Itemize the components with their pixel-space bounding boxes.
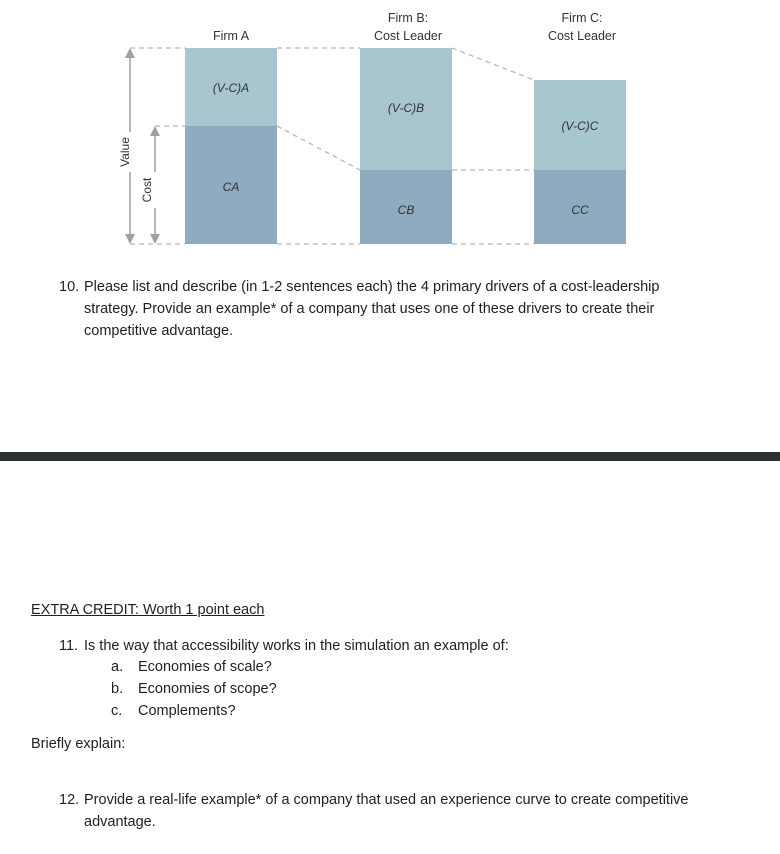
question-10 (59, 276, 759, 346)
firm-b-title-line2: Cost Leader (373, 29, 443, 43)
firm-c-title-line2: Cost Leader (547, 29, 617, 43)
firm-c-vc-label: (V-C)C (561, 119, 599, 133)
question-number: 11. (59, 638, 79, 654)
question-line: competitive advantage. (84, 323, 234, 339)
option-text: Economies of scale? (138, 659, 272, 675)
firm-a-title: Firm A (212, 29, 250, 43)
question-text: Is the way that accessibility works in the simulation an example of: (84, 638, 509, 654)
question-number: 10. (59, 279, 80, 295)
question-line: strategy. Provide an example* of a company that uses one of these drivers to create their (84, 301, 655, 317)
firm-b-cost-label: CB (397, 203, 415, 217)
question-line: Provide a real-life example* of a company that used an experience curve to create competitive (84, 792, 689, 808)
option-text: Complements? (138, 703, 236, 719)
firm-a-cost-label: CA (222, 180, 240, 194)
cost-axis-label: Cost (140, 177, 155, 203)
option-letter: a. (111, 659, 124, 675)
question-12 (59, 789, 769, 835)
extra-credit-heading: EXTRA CREDIT: Worth 1 point each (31, 602, 265, 618)
option-text: Economies of scope? (138, 681, 277, 697)
question-line: advantage. (84, 814, 156, 830)
option-letter: b. (111, 681, 124, 697)
page-divider (0, 452, 780, 461)
firm-b-vc-label: (V-C)B (387, 101, 425, 115)
option-letter: c. (111, 703, 123, 719)
question-number: 12. (59, 792, 80, 808)
firm-b-title-line1: Firm B: (387, 11, 429, 25)
briefly-explain-label: Briefly explain: (31, 736, 126, 752)
value-axis-label: Value (118, 137, 133, 167)
question-line: Please list and describe (in 1-2 sentences each) the 4 primary drivers of a cost-leadership (84, 279, 660, 295)
value-cost-figure (0, 0, 780, 260)
firm-a-vc-label: (V-C)A (212, 81, 250, 95)
question-11 (59, 635, 759, 657)
firm-c-cost-label: CC (571, 203, 589, 217)
firm-c-title-line1: Firm C: (561, 11, 603, 25)
